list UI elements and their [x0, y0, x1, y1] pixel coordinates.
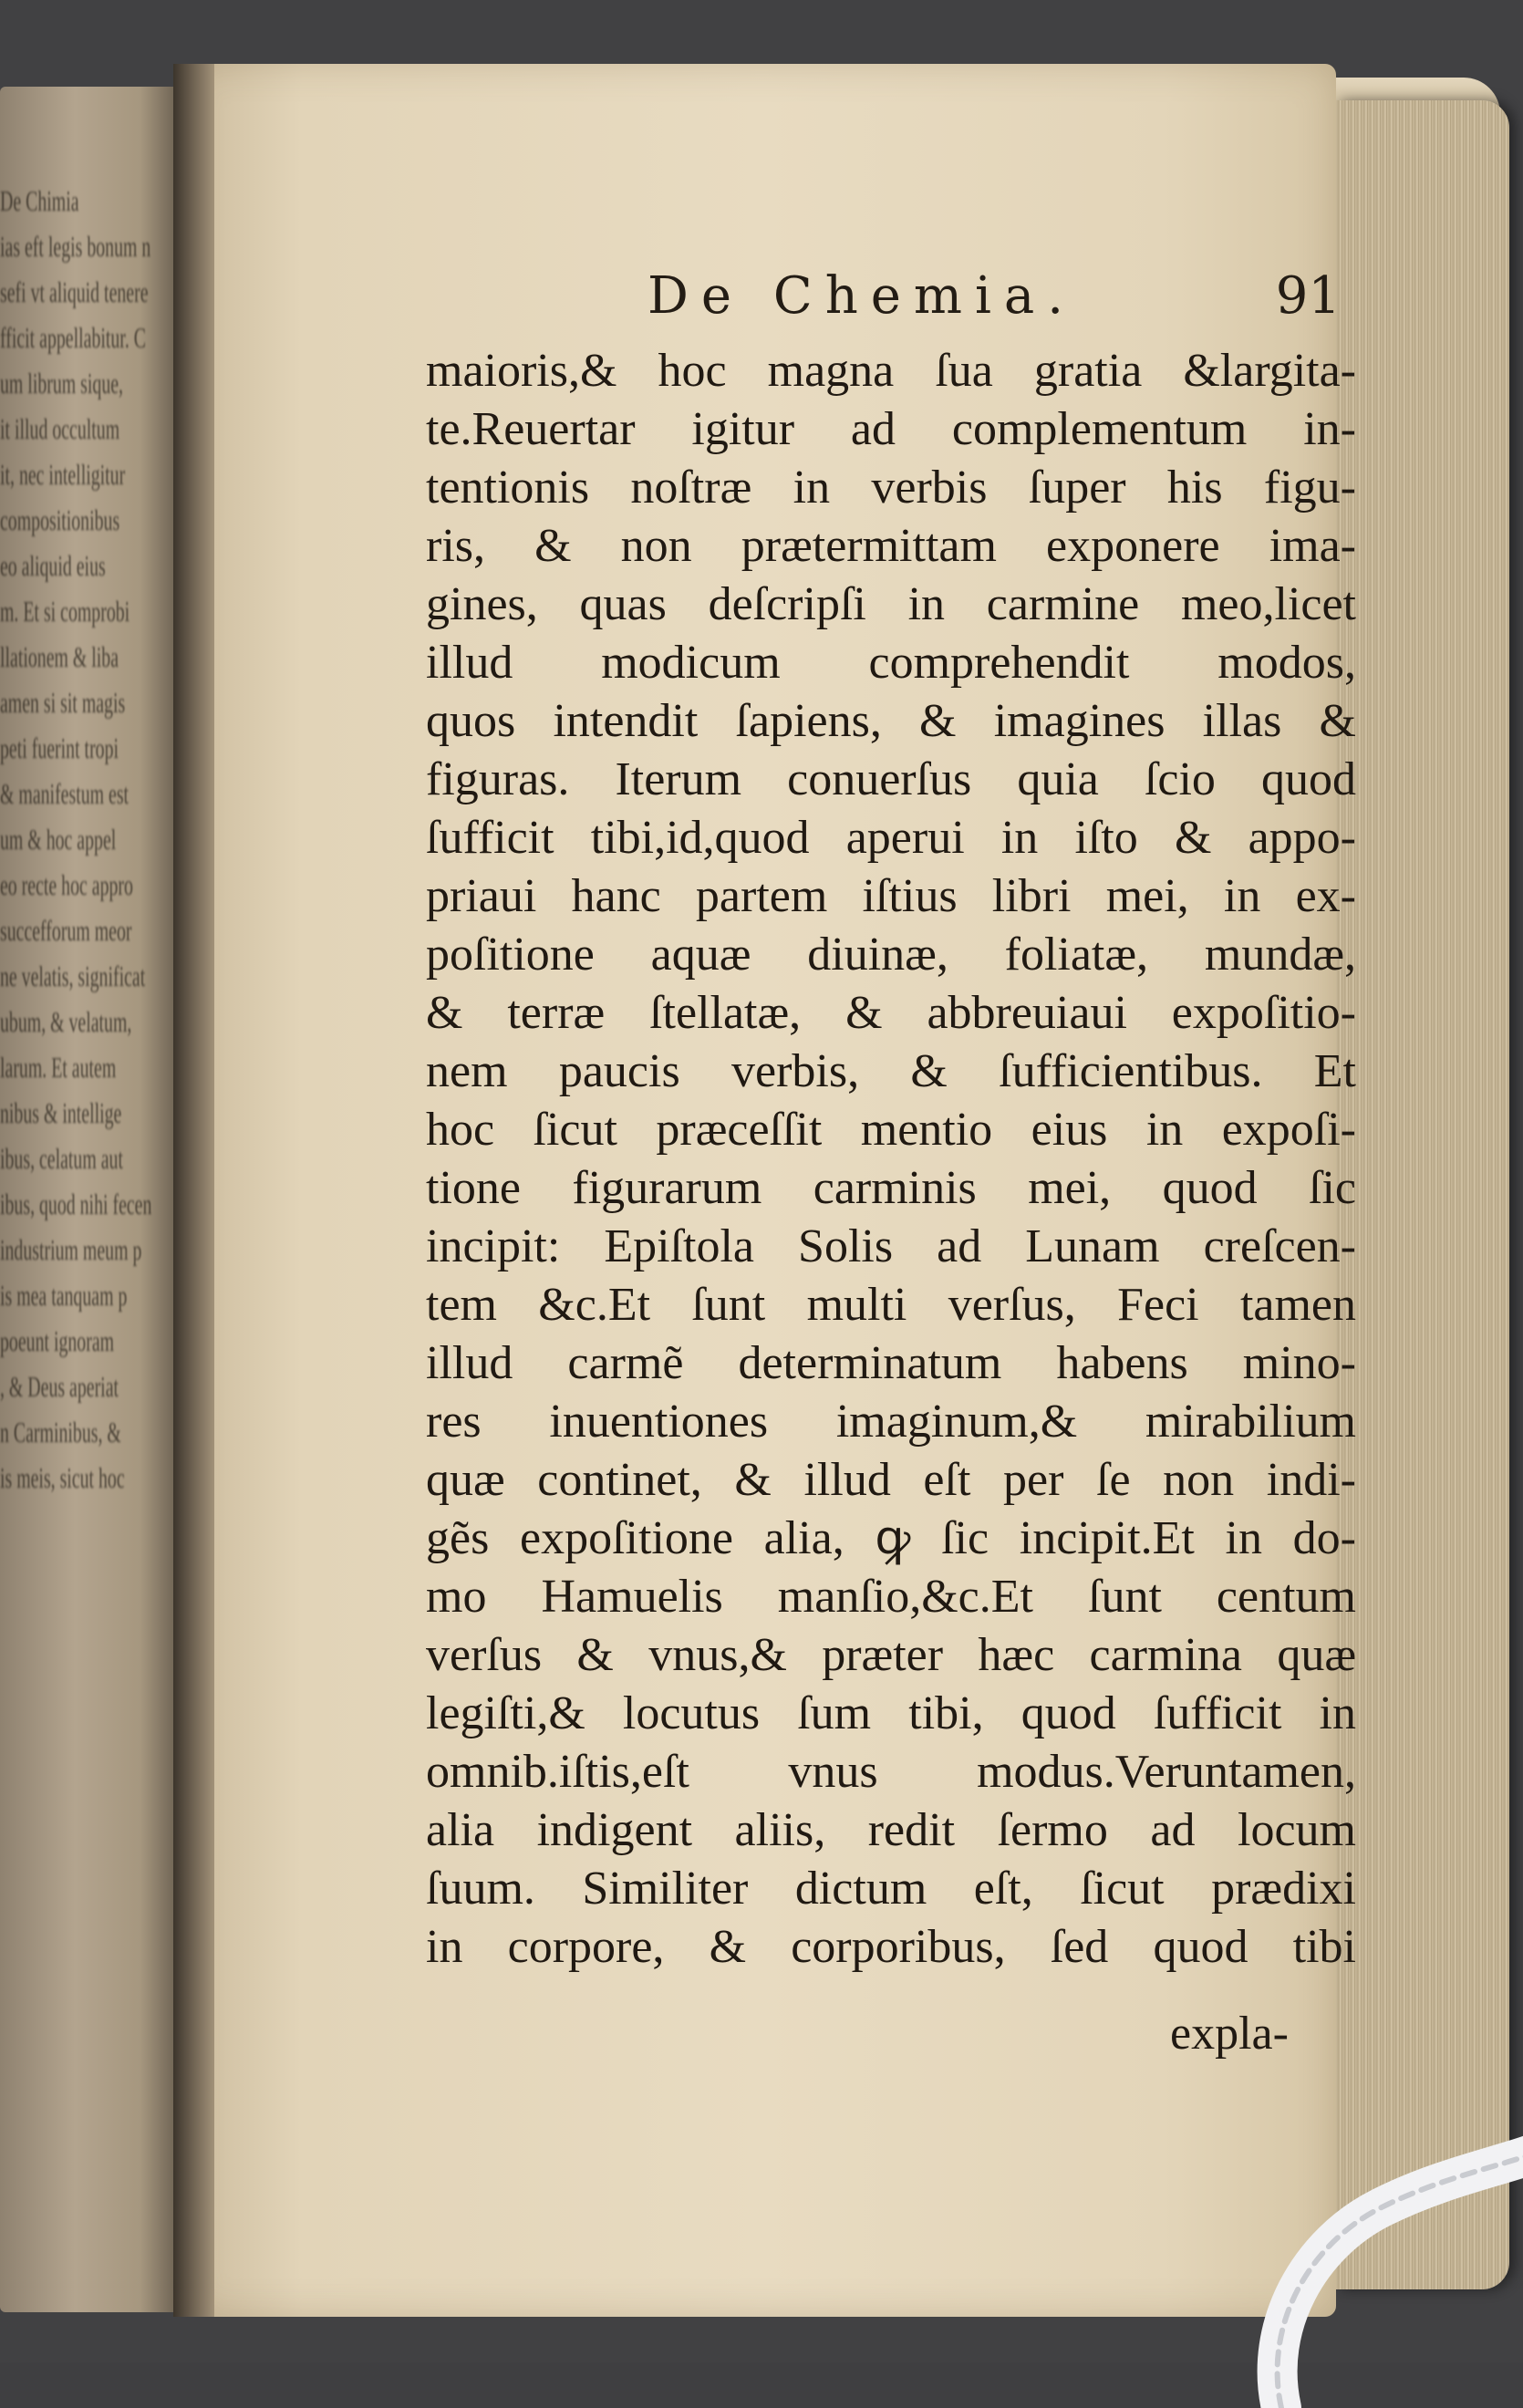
text-line: poſitione aquæ diuinæ, foliatæ, mundæ,: [426, 929, 1356, 981]
left-page-line: llationem & liba: [0, 640, 119, 673]
text-line: mo Hamuelis manſio,&c.Et ſunt centum: [426, 1571, 1356, 1623]
text-line: legiſti,& locutus ſum tibi, quod ſufficit in: [426, 1687, 1356, 1739]
text-line: incipit: Epiſtola Solis ad Lunam creſcen-: [426, 1220, 1356, 1272]
text-line: tione figurarum carminis mei, quod ſic: [426, 1162, 1356, 1214]
catchword: expla-: [1170, 2008, 1289, 2060]
right-page: [187, 64, 1356, 2317]
left-page-text: [0, 178, 152, 1500]
text-line: gines, quas deſcripſi in carmine meo,licet: [426, 578, 1356, 630]
left-page-line: it, nec intelligitur: [0, 458, 126, 491]
page-edges-stack: [1336, 100, 1509, 2289]
left-page-line: ne velatis, significat: [0, 960, 146, 992]
text-line: & terræ ſtellatæ, & abbreuiaui expoſitio-: [426, 987, 1356, 1039]
text-line: gẽs expoſitione alia, ꝙ ſic incipit.Et in do-: [426, 1512, 1356, 1564]
left-page-line: um & hoc appel: [0, 823, 117, 856]
left-page-line: eo aliquid eius: [0, 549, 106, 582]
left-page-line: ubum, & velatum,: [0, 1005, 132, 1038]
left-page-line: fficit appellabitur. C: [0, 321, 146, 354]
text-line: in corpore, & corporibus, ſed quod tibi: [426, 1921, 1356, 1973]
text-line: illud modicum comprehendit modos,: [426, 637, 1356, 689]
text-line: priaui hanc partem iſtius libri mei, in ex-: [426, 870, 1356, 922]
text-line: verſus & vnus,& præter hæc carmina quæ: [426, 1629, 1356, 1681]
left-page-line: compositionibus: [0, 503, 120, 536]
left-page-line: um librum sique,: [0, 367, 124, 400]
left-page-line: industrium meum p: [0, 1233, 142, 1266]
left-page-line: larum. Et autem: [0, 1051, 117, 1084]
text-line: hoc ſicut præceſſit mentio eius in expoſi-: [426, 1104, 1356, 1156]
text-line: figuras. Iterum conuerſus quia ſcio quod: [426, 753, 1356, 805]
body-text: [426, 342, 1356, 1977]
left-page-line: it illud occultum: [0, 412, 120, 445]
left-page-line: amen si sit magis: [0, 686, 126, 719]
text-line: tem &c.Et ſunt multi verſus, Feci tamen: [426, 1279, 1356, 1331]
left-page-line: m. Et si comprobi: [0, 595, 130, 628]
left-page-line: peti fuerint tropi: [0, 732, 119, 764]
left-page-line: is meis, sicut hoc: [0, 1461, 125, 1494]
left-page-line: ibus, celatum aut: [0, 1142, 123, 1175]
left-page-line: ibus, quod nihi fecen: [0, 1188, 152, 1220]
left-page-line: , & Deus aperiat: [0, 1370, 119, 1403]
left-page-line: poeunt ignoram: [0, 1324, 115, 1357]
text-line: nem paucis verbis, & ſufficientibus. Et: [426, 1045, 1356, 1097]
left-page-line: is mea tanquam p: [0, 1279, 128, 1312]
left-page-line: nibus & intellige: [0, 1096, 122, 1129]
left-page-line: succefforum meor: [0, 914, 132, 947]
text-line: tentionis noſtræ in verbis ſuper his figu-: [426, 462, 1356, 514]
text-line: alia indigent aliis, redit ſermo ad locum: [426, 1804, 1356, 1856]
left-page-line: sefi vt aliquid tenere: [0, 275, 149, 308]
left-page-line: ias eft legis bonum n: [0, 230, 151, 263]
text-line: quæ continet, & illud eſt per ſe non indi-: [426, 1454, 1356, 1506]
text-line: maioris,& hoc magna ſua gratia &largita-: [426, 345, 1356, 397]
left-page-line: n Carminibus, &: [0, 1416, 121, 1448]
book-gutter: [173, 64, 214, 2317]
text-line: res inuentiones imaginum,& mirabilium: [426, 1396, 1356, 1448]
left-page-line: eo recte hoc appro: [0, 868, 133, 901]
left-page-line: De Chimia: [0, 184, 79, 217]
running-head: De Chemia.: [648, 266, 1077, 326]
text-line: illud carmẽ determinatum habens mino-: [426, 1337, 1356, 1389]
left-facing-page: [0, 87, 187, 2312]
text-line: omnib.iſtis,eſt vnus modus.Veruntamen,: [426, 1746, 1356, 1798]
text-line: te.Reuertar igitur ad complementum in-: [426, 403, 1356, 455]
left-page-line: & manifestum est: [0, 777, 130, 810]
page-header: [648, 266, 1341, 330]
text-line: ſufficit tibi,id,quod aperui in iſto & appo-: [426, 812, 1356, 864]
text-line: ris, & non prætermittam exponere ima-: [426, 520, 1356, 572]
page-number: 91: [1275, 266, 1341, 326]
text-line: quos intendit ſapiens, & imagines illas &: [426, 695, 1356, 747]
text-line: ſuum. Similiter dictum eſt, ſicut prædixi: [426, 1863, 1356, 1915]
bookmark-string-icon: [1227, 2107, 1523, 2408]
